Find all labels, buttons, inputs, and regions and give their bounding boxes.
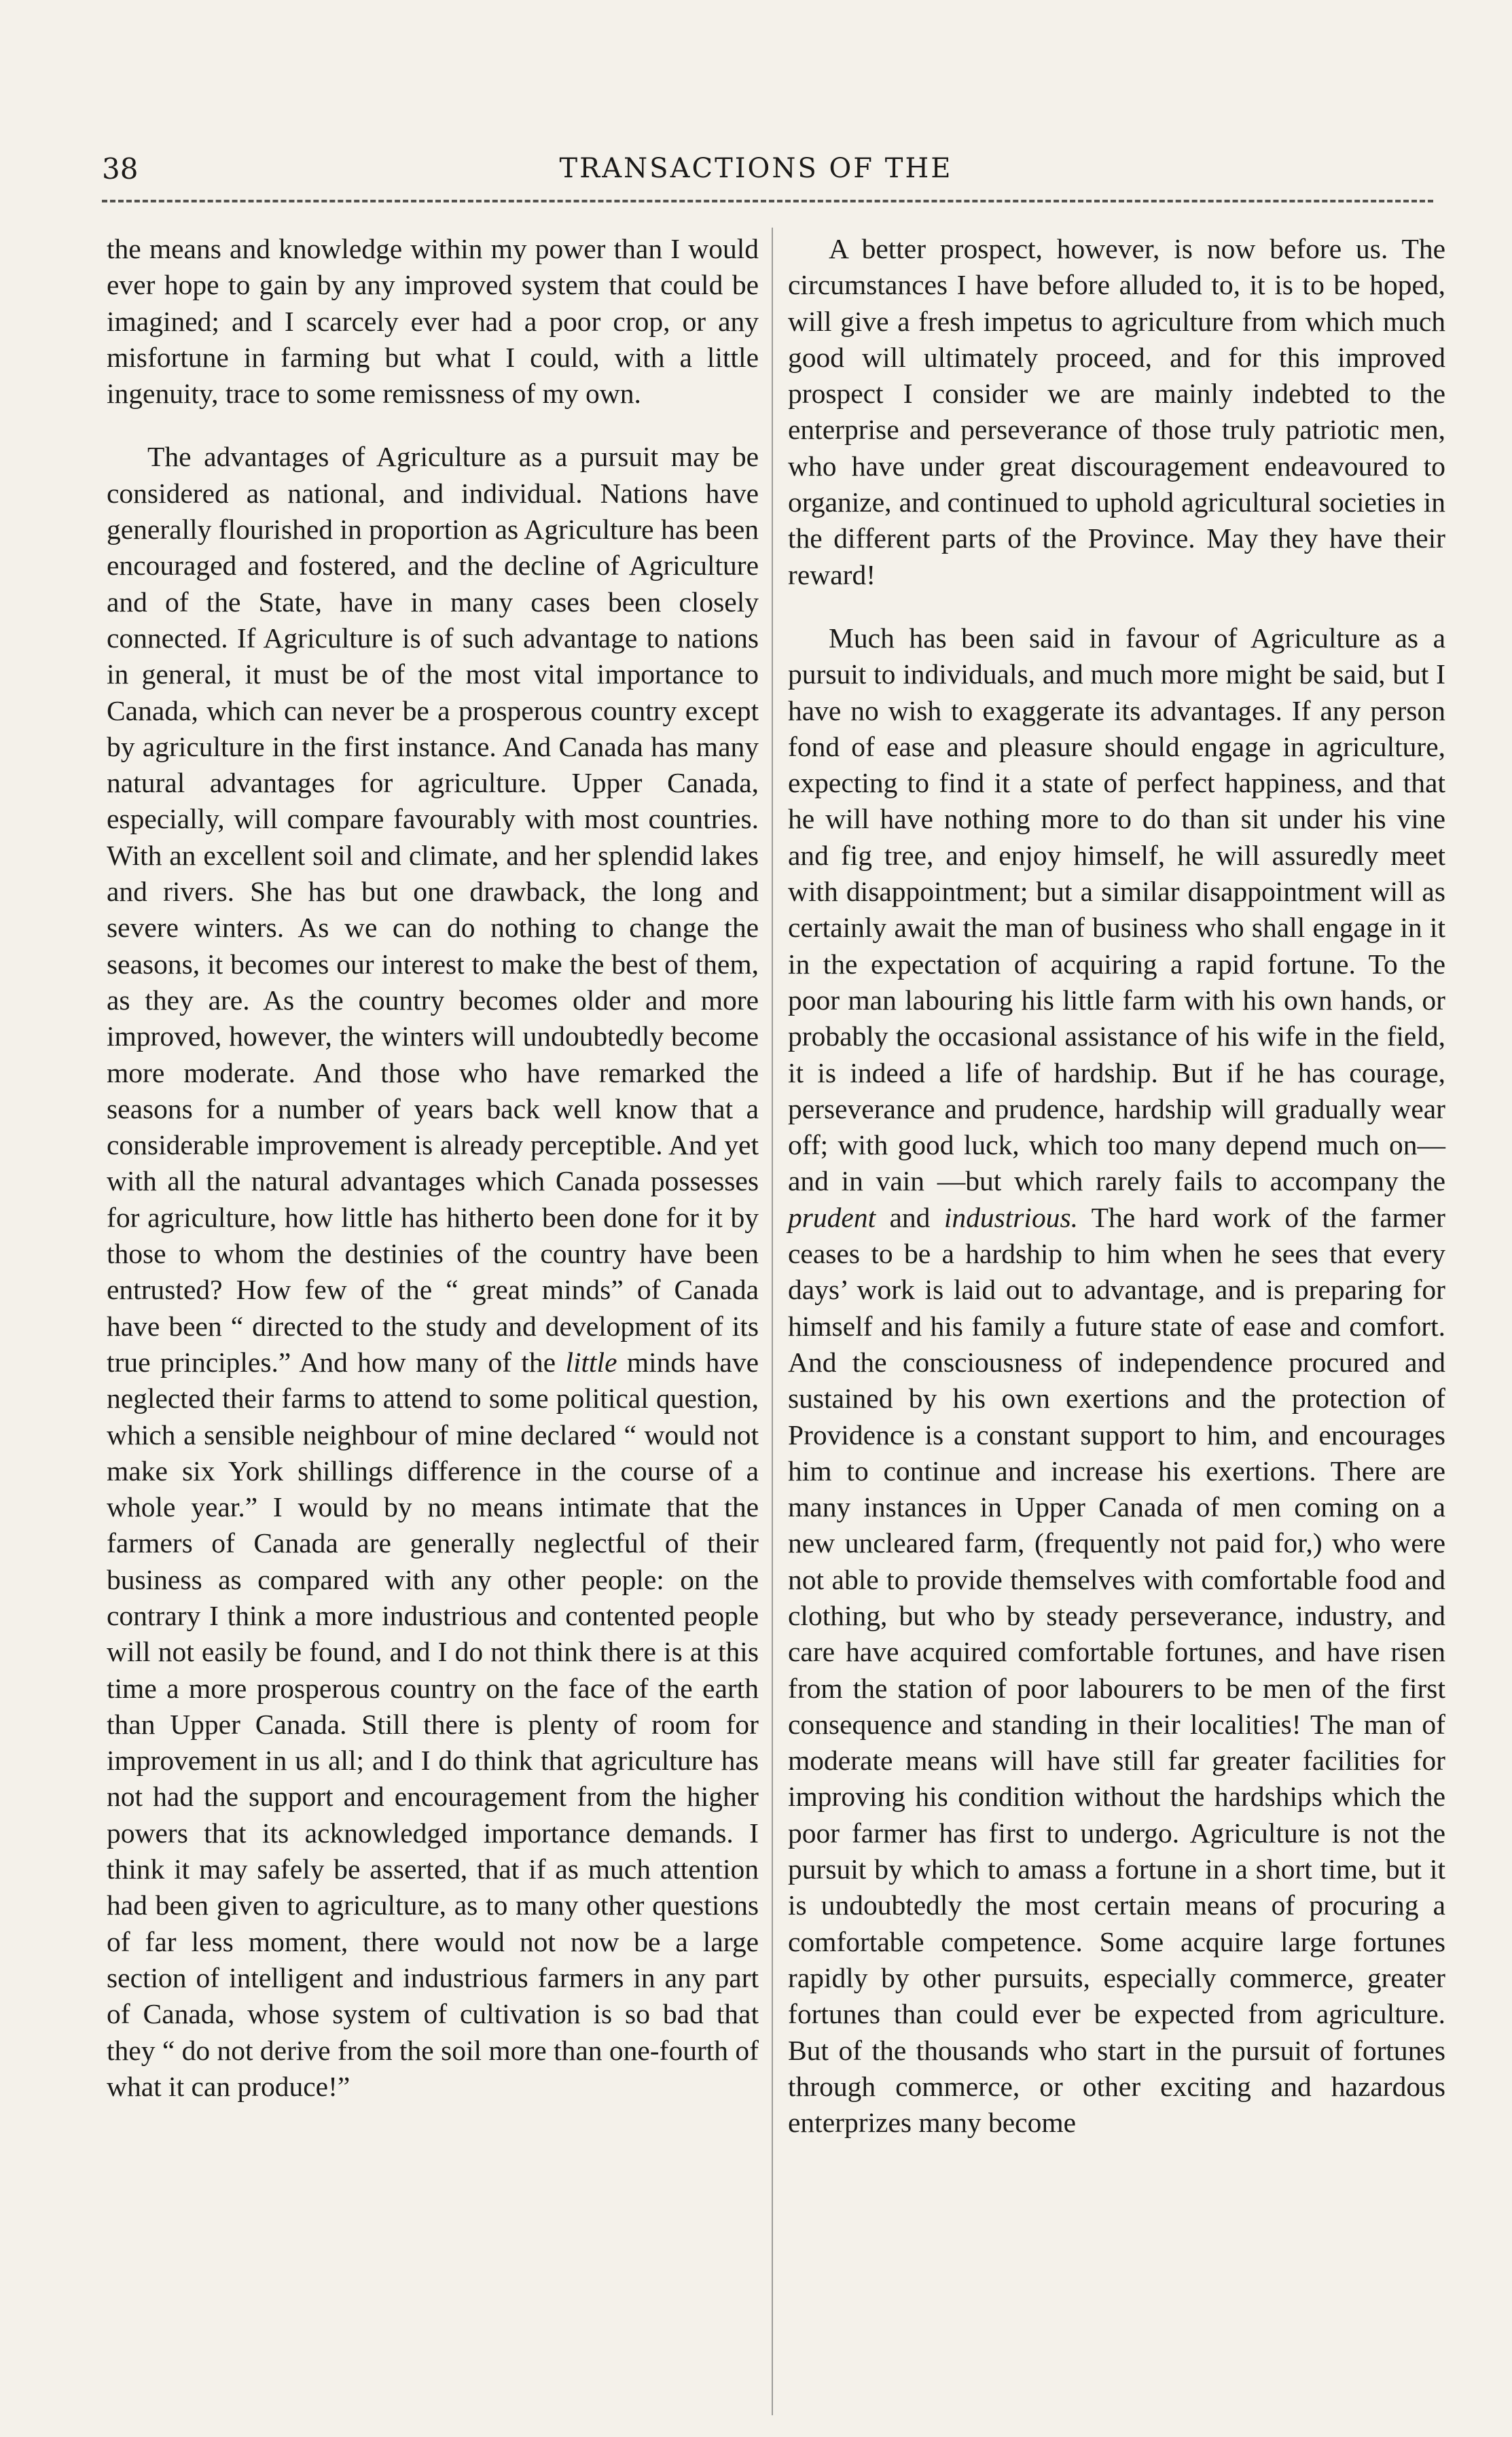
italic-word-prudent: prudent xyxy=(788,1201,876,1233)
right-paragraph-1: A better prospect, however, is now before us. The circumstances I have before alluded to, it is to be hoped, will give a fresh impetus to agriculture from which much good will ultimately proceed, and for this improved prospect I consider we are mainly indebted to the enterprise and perseverance of those truly patriotic men, who have under great discouragement endeavoured to organize, and continued to uphold agricultural societies in the different parts of the Province. May they have their reward! xyxy=(788,233,1445,590)
left-paragraph-2-tail: minds have neglected their farms to attend to some political question, which a sensible neighbour of mine declared “ would not make six York shillings difference in the course of a whole year.” I would by no means intimate that the farmers of Canada are generally neglectful of their business as compared with any other people: on the contrary I think a more industrious and contented people will not easily be found, and I do not think there is at this time a more prosperous country on the face of the earth than Upper Canada. Still there is plenty of room for improvement in us all; and I do think that agriculture has not had the support and encouragement from the higher powers that its acknowledged importance demands. I think it may safely be asserted, that if as much attention had been given to agriculture, as to many other questions of far less moment, there would not now be a large section of intelligent and industrious farmers in any part of Canada, whose system of cultivation is so bad that they “ do not derive from the soil more than one-fourth of what it can produce!” xyxy=(107,1346,759,2102)
column-divider xyxy=(772,228,773,2415)
header-rule xyxy=(102,200,1433,202)
left-paragraph-1: the means and knowledge within my power than I would ever hope to gain by any improved system that could be imagined; and I scarcely ever had a poor crop, or any misfortune in farming but what I could, with a little ingenuity, trace to some remissness of my own. xyxy=(107,233,759,410)
right-paragraph-2-tail: The hard work of the farmer ceases to be a hardship to him when he sees that every days’ work is laid out to advantage, and is preparing for himself and his family a future state of ease and comfort. And the consciousness of independence procured and sustained by his own exertions and the protection of Providence is a constant support to him, and encourages him to continue and increase his exertions. There are many instances in Upper Canada of men coming on a new uncleared farm, (frequently not paid for,) who were not able to provide themselves with comfortable food and clothing, but who by steady perseverance, industry, and care have acquired comfortable fortunes, and have risen from the station of poor labourers to be men of the first consequence and standing in their localities! The man of moderate means will have still far greater facilities for improving his condition without the hardships which the poor farmer has first to undergo. Agriculture is not the pursuit by which to amass a fortune in a short time, but it is undoubtedly the most certain means of procuring a comfortable competence. Some acquire large fortunes rapidly by other pursuits, especially commerce, greater fortunes than could ever be expected from agriculture. But of the thousands who start in the pursuit of fortunes through commerce, or other exciting and hazardous enterprizes many become xyxy=(788,1201,1445,2139)
italic-word-little: little xyxy=(565,1346,617,1378)
left-paragraph-2 xyxy=(107,439,759,2105)
right-paragraph-2 xyxy=(788,620,1445,2141)
right-column xyxy=(788,231,1445,2141)
word-and: and xyxy=(889,1201,931,1233)
left-paragraph-2-text: The advantages of Agriculture as a pursuit may be considered as national, and individual. Nations have generally flourished in proportion as Agriculture has been encouraged and fostered, and the decline of Agriculture and of the State, have in many cases been closely connected. If Agriculture is of such advantage to nations in general, it must be of the most vital importance to Canada, which can never be a prosperous country except by agriculture in the first instance. And Canada has many natural advantages for agriculture. Upper Canada, especially, will compare favourably with most countries. With an excellent soil and climate, and her splendid lakes and rivers. She has but one drawback, the long and severe winters. As we can do nothing to change the seasons, it becomes our interest to make the best of them, as they are. As the country becomes older and more improved, however, the winters will undoubtedly become more moderate. And those who have remarked the seasons for a number of years back well know that a considerable improvement is already perceptible. And yet with all the natural advantages which Canada possesses for agriculture, how little has hitherto been done for it by those to whom the destinies of the country have been entrusted? How few of the “ great minds” of Canada have been “ directed to the study and development of its true principles.” And how many of the xyxy=(107,441,759,1378)
left-column xyxy=(107,231,759,2105)
running-head: TRANSACTIONS OF THE xyxy=(559,153,953,184)
italic-word-industrious: industrious. xyxy=(943,1201,1078,1233)
page-number: 38 xyxy=(102,152,139,185)
right-paragraph-2-text: Much has been said in favour of Agriculture as a pursuit to individuals, and much more might be said, but I have no wish to exaggerate its advantages. If any person fond of ease and pleasure should engage in agriculture, expecting to find it a state of perfect happiness, and that he will have nothing more to do than sit under his vine and fig tree, and enjoy himself, he will assuredly meet with disappointment; but a similar disappointment will as certainly await the man of business who shall engage in it in the expectation of acquiring a rapid fortune. To the poor man labouring his little farm with his own hands, or probably the occasional assistance of his wife in the field, it is indeed a life of hardship. But if he has courage, perseverance and prudence, hardship will gradually wear off; with good luck, which too many depend much on—and in vain —but which rarely fails to accompany the xyxy=(788,622,1445,1197)
